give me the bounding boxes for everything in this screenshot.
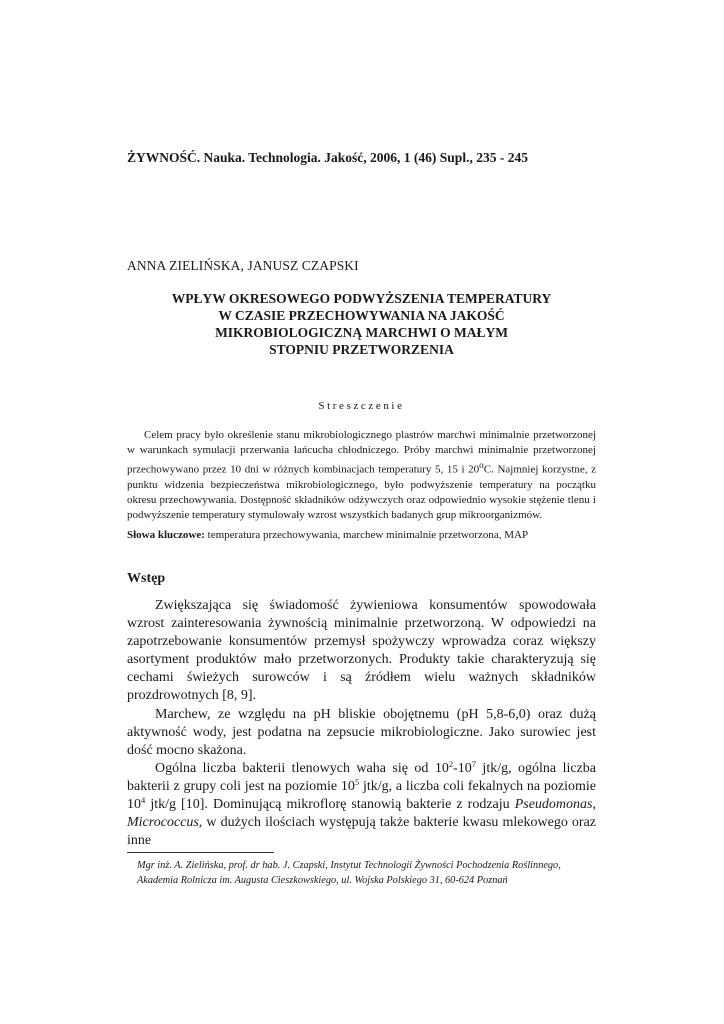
section-title: Wstęp: [127, 571, 166, 586]
abstract-text-2: C. Najmniej korzystne, z punktu widzenia bezpieczeństwa mikrobiologicznego, było podwyższenie temperatury na początku okresu przechowywania. Dostępność składników odżywczych oraz odpowiednio wysokie stężenie tlenu i podwyższenie temperatury stymulowały wzrost wszystkich badanych grup mikroorganizmów.: [127, 463, 596, 522]
title-line: WPŁYW OKRESOWEGO PODWYŻSZENIA TEMPERATURY: [171, 291, 552, 306]
footnote: [127, 859, 596, 888]
abstract: [127, 428, 596, 523]
footnote-line: Akademia Rolnicza im. Augusta Cieszkowskiego, ul. Wojska Polskiego 31, 60-624 Poznań: [137, 874, 508, 886]
abstract-heading: Streszczenie: [318, 400, 405, 412]
p3-text: ,: [592, 797, 596, 813]
article-title: [127, 290, 596, 358]
p3-text: -10: [453, 760, 472, 776]
body-text: [127, 597, 596, 850]
authors: ANNA ZIELIŃSKA, JANUSZ CZAPSKI: [127, 258, 359, 273]
p3-text: jtk/g [10]. Dominującą mikroflorę stanowią bakterie z rodzaju: [145, 797, 515, 813]
paragraph: [127, 760, 596, 850]
exponent: 4: [141, 795, 146, 806]
p3-text: , w dużych ilościach występują także bakterie kwasu mlekowego oraz inne: [127, 815, 596, 849]
abstract-text-1: Celem pracy było określenie stanu mikrobiologicznego plastrów marchwi minimalnie przetworzonej w warunkach symulacji przerwania łańcucha chłodniczego. Próby marchwi minimalnie przetworzonej przechowywano przez 10 dni w różnych kombinacjach temperatury 5, 15 i 20: [127, 429, 596, 476]
p3-text: jtk/g, ogólna liczba bakterii z grupy coli jest na poziomie 10: [127, 760, 596, 794]
degree-sup: o: [479, 460, 484, 471]
paragraph: Marchew, ze względu na pH bliskie obojętnemu (pH 5,8-6,0) oraz dużą aktywność wody, jest podatna na zepsucie mikrobiologiczne. Jako surowiec jest dość mocno skażona.: [127, 706, 596, 758]
keywords: [127, 529, 596, 541]
p3-text: jtk/g, a liczba coli fekalnych na poziomie 10: [127, 778, 596, 813]
exponent: 5: [354, 776, 360, 787]
title-line: W CZASIE PRZECHOWYWANIA NA JAKOŚĆ: [218, 308, 505, 323]
title-line: STOPNIU PRZETWORZENIA: [269, 342, 454, 357]
genus-name: Micrococcus: [127, 815, 199, 831]
keywords-label: Słowa kluczowe:: [127, 529, 205, 541]
exponent: 2: [448, 758, 454, 769]
footnote-line: Mgr inż. A. Zielińska, prof. dr hab. J. Czapski, Instytut Technologii Żywności Pochodzenia Roślinnego,: [137, 860, 561, 871]
genus-name: Pseudomonas: [514, 797, 593, 813]
p3-text: Ogólna liczba bakterii tlenowych waha się od 10: [155, 760, 449, 776]
paragraph: Zwiększająca się świadomość żywieniowa konsumentów spowodowała wzrost zainteresowania żywnością minimalnie przetworzoną. W odpowiedzi na zapotrzebowanie konsumentów przemysł spożywczy wprowadza coraz większy asortyment produktów mało przetworzonych. Produkty takie charakteryzują się cechami świeżych surowców i są źródłem wielu ważnych składników prozdrowotnych [8, 9].: [127, 598, 596, 704]
title-line: MIKROBIOLOGICZNĄ MARCHWI O MAŁYM: [215, 325, 508, 340]
keywords-text: temperatura przechowywania, marchew minimalnie przetworzona, MAP: [204, 529, 529, 541]
journal-header: ŻYWNOŚĆ. Nauka. Technologia. Jakość, 2006, 1 (46) Supl., 235 - 245: [127, 150, 528, 165]
footnote-divider: [127, 852, 274, 853]
abstract-paragraph: [127, 428, 596, 523]
exponent: 7: [471, 758, 476, 769]
